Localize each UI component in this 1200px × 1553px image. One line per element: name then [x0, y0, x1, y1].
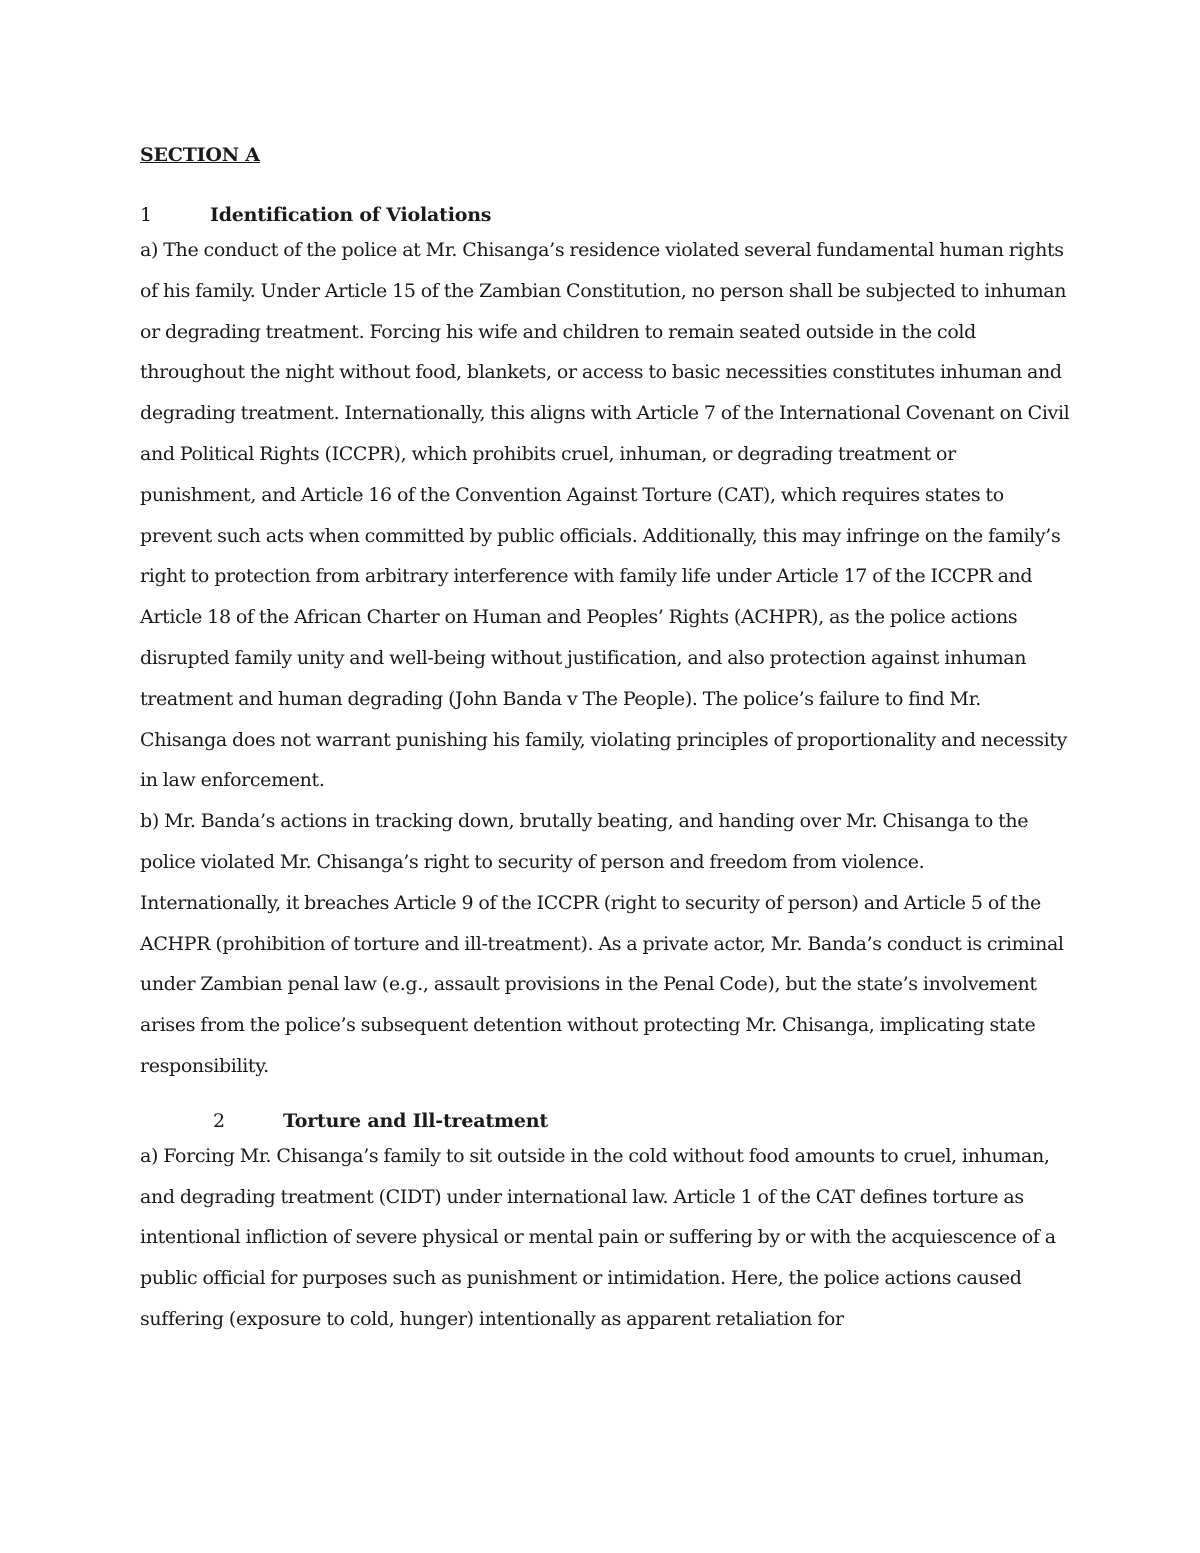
paragraph-1b: b) Mr. Banda’s actions in tracking down, brutally beating, and handing over Mr. Chisanga to the police violated Mr. Chisanga’s right to security of person and freedom from violence. Internationally, it breaches Article 9 of the ICCPR (right to security of person) and Article 5 of the ACHPR (prohibition of torture and ill-treatment). As a private actor, Mr. Banda’s conduct is criminal under Zambian penal law (e.g., assault provisions in the Penal Code), but the state’s involvement arises from the police’s subsequent detention without protecting Mr. Chisanga, implicating state responsibility. [140, 810, 1064, 1077]
question-2-number: 2 [213, 1109, 226, 1132]
paragraph-2a: a) Forcing Mr. Chisanga’s family to sit outside in the cold without food amounts to cruel, inhuman, and degrading treatment (CIDT) under international law. Article 1 of the CAT defines torture as intentional infliction of severe physical or mental pain or suffering by or with the acquiescence of a public official for purposes such as punishment or intimidation. Here, the police actions caused suffering (exposure to cold, hunger) intentionally as apparent retaliation for [140, 1144, 1056, 1330]
question-1-title: Identification of Violations [210, 204, 492, 226]
paragraph-1a: a) The conduct of the police at Mr. Chisanga’s residence violated several fundamental human rights of his family. Under Article 15 of the Zambian Constitution, no person shall be subjected to inhuman or degrading treatment. Forcing his wife and children to remain seated outside in the cold throughout the night without food, blankets, or access to basic necessities constitutes inhuman and degrading treatment. Internationally, this aligns with Article 7 of the International Covenant on Civil and Political Rights (ICCPR), which prohibits cruel, inhuman, or degrading treatment or punishment, and Article 16 of the Convention Against Torture (CAT), which requires states to prevent such acts when committed by public officials. Additionally, this may infringe on the family’s right to protection from arbitrary interference with family life under Article 17 of the ICCPR and Article 18 of the African Charter on Human and Peoples’ Rights (ACHPR), as the police actions disrupted family unity and well-being without justification, and also protection against inhuman treatment and human degrading (John Banda v The People). The police’s failure to find Mr. Chisanga does not warrant punishing his family, violating principles of proportionality and necessity in law enforcement. [140, 239, 1070, 792]
question-1-number: 1 [140, 204, 153, 226]
question-2-heading [140, 1106, 1070, 1136]
document-page [140, 140, 1070, 1340]
section-title: SECTION A [140, 144, 260, 166]
question-1-heading [140, 200, 1070, 230]
question-2-title: Torture and Ill-treatment [283, 1109, 548, 1132]
